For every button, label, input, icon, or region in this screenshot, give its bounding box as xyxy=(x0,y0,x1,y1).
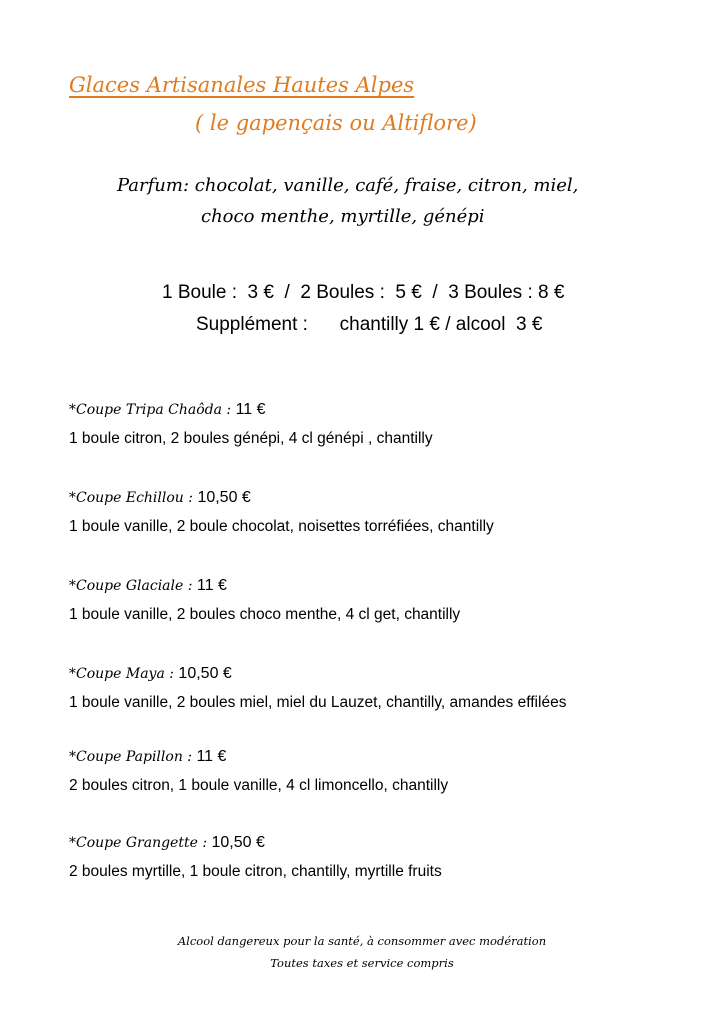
supplement-prices: Supplément : chantilly 1 € / alcool 3 € xyxy=(196,314,543,335)
coupe-description: 1 boule vanille, 2 boules miel, miel du Lauzet, chantilly, amandes effilées xyxy=(69,694,567,711)
coupe-header xyxy=(69,663,709,685)
coupe-name: *Coupe Tripa Chaôda : xyxy=(69,402,236,418)
tax-note: Toutes taxes et service compris xyxy=(270,956,454,970)
coupe-header xyxy=(69,575,709,597)
coupe-name: *Coupe Maya : xyxy=(69,666,179,682)
coupe-name: *Coupe Glaciale : xyxy=(69,578,197,594)
coupe-name: *Coupe Papillon : xyxy=(69,749,197,765)
coupe-price: 10,50 € xyxy=(197,489,251,506)
coupe-header xyxy=(69,487,709,509)
menu-subtitle: ( le gapençais ou Altiflore) xyxy=(195,111,477,135)
coupe-header xyxy=(69,746,709,768)
coupe-item xyxy=(69,663,709,713)
coupe-price: 11 € xyxy=(196,748,227,765)
coupe-item xyxy=(69,746,709,796)
coupe-item xyxy=(69,832,709,882)
coupe-price: 10,50 € xyxy=(211,834,265,851)
coupe-name: *Coupe Echillou : xyxy=(69,490,198,506)
coupe-description: 1 boule citron, 2 boules génépi, 4 cl génépi , chantilly xyxy=(69,430,433,447)
coupe-price: 10,50 € xyxy=(178,665,232,682)
coupe-name: *Coupe Grangette : xyxy=(69,835,212,851)
coupe-header xyxy=(69,832,709,854)
coupe-description: 2 boules citron, 1 boule vanille, 4 cl limoncello, chantilly xyxy=(69,777,449,794)
coupe-item xyxy=(69,399,709,449)
coupe-description: 1 boule vanille, 2 boules choco menthe, 4 cl get, chantilly xyxy=(69,606,461,623)
menu-title: Glaces Artisanales Hautes Alpes xyxy=(69,73,415,97)
coupe-item xyxy=(69,487,709,537)
coupe-price: 11 € xyxy=(235,401,266,418)
coupe-description: 2 boules myrtille, 1 boule citron, chantilly, myrtille fruits xyxy=(69,863,442,880)
coupe-description: 1 boule vanille, 2 boule chocolat, noisettes torréfiées, chantilly xyxy=(69,518,494,535)
coupe-item xyxy=(69,575,709,625)
flavors-line-2: choco menthe, myrtille, génépi xyxy=(201,206,485,227)
coupe-price: 11 € xyxy=(196,577,227,594)
alcohol-warning: Alcool dangereux pour la santé, à consommer avec modération xyxy=(177,934,547,948)
scoop-prices: 1 Boule : 3 € / 2 Boules : 5 € / 3 Boules : 8 € xyxy=(162,282,565,303)
coupe-header xyxy=(69,399,709,421)
flavors-line-1: Parfum: chocolat, vanille, café, fraise, citron, miel, xyxy=(117,175,579,196)
